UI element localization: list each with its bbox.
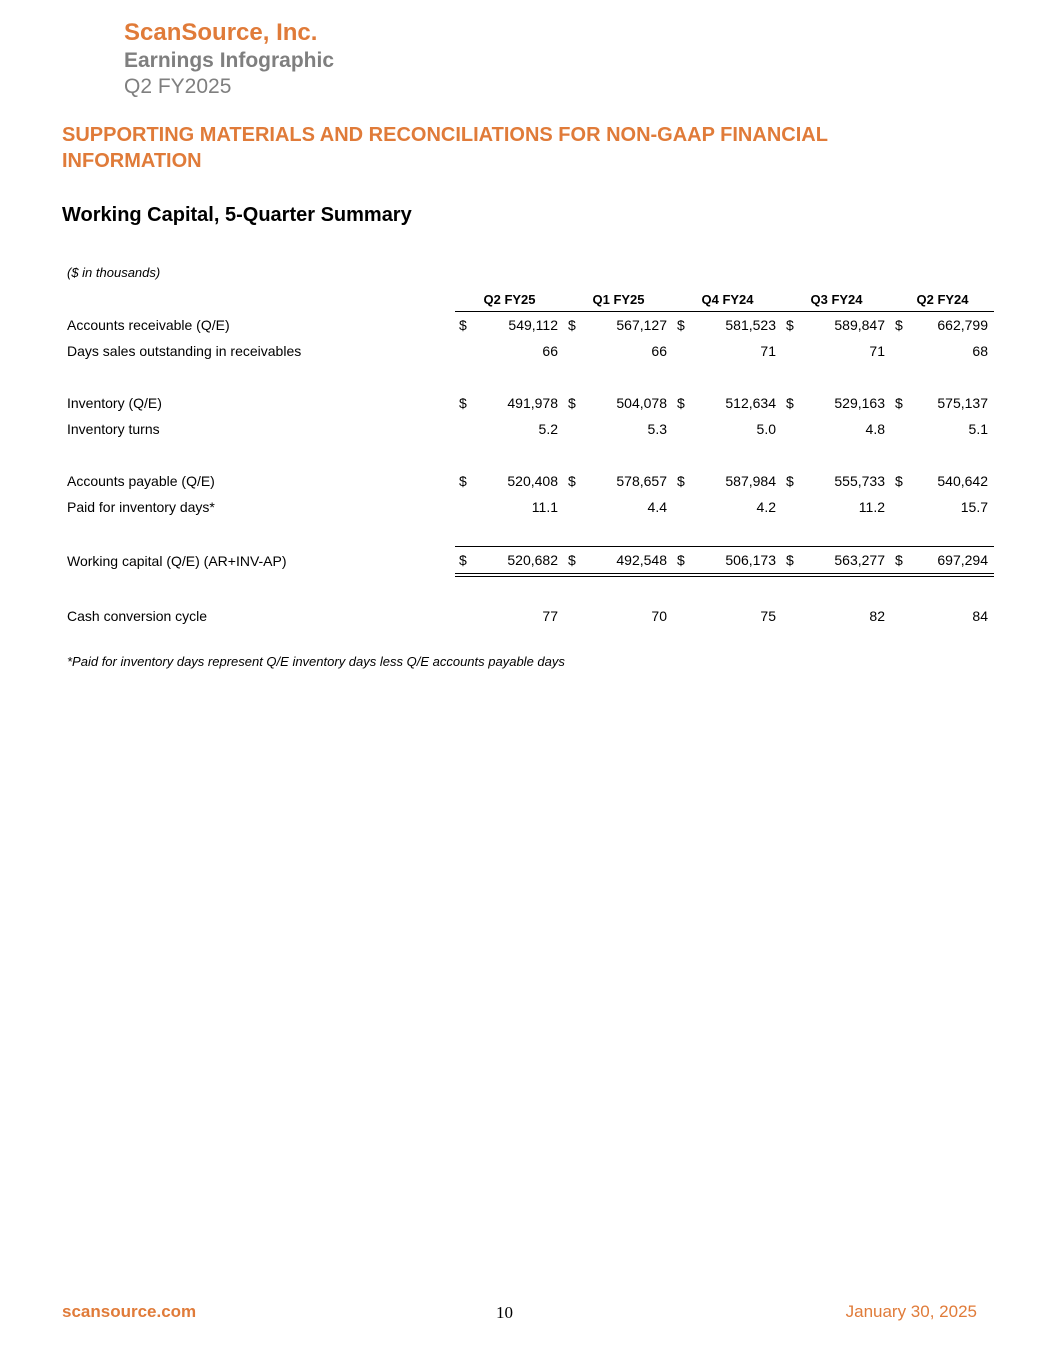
row-label: Inventory turns — [67, 421, 160, 437]
table-title: Working Capital, 5-Quarter Summary — [62, 204, 412, 226]
footnote: *Paid for inventory days represent Q/E inventory days less Q/E accounts payable days — [67, 654, 565, 669]
currency-symbol: $ — [455, 547, 471, 576]
table-cell: 520,682 — [471, 547, 564, 576]
table-cell: 520,408 — [507, 473, 558, 489]
spacer-row — [62, 442, 994, 468]
table-cell: 5.0 — [756, 421, 776, 437]
currency-symbol: $ — [568, 317, 576, 333]
currency-symbol: $ — [673, 547, 689, 576]
total-row — [62, 547, 994, 576]
currency-symbol: $ — [786, 395, 794, 411]
units-note: ($ in thousands) — [67, 265, 161, 280]
column-header: Q1 FY25 — [564, 287, 673, 312]
document-subtitle: Earnings Infographic — [124, 49, 335, 72]
row-label: Accounts receivable (Q/E) — [67, 316, 230, 333]
row-label: Accounts payable (Q/E) — [67, 473, 215, 489]
table-cell: 491,978 — [507, 395, 558, 411]
table-cell: 68 — [972, 343, 988, 359]
table-cell: 575,137 — [937, 395, 988, 411]
section-title: SUPPORTING MATERIALS AND RECONCILIATIONS FOR NON-GAAP FINANCIAL INFORMATION — [62, 124, 828, 172]
table-cell: 11.2 — [858, 499, 885, 515]
table-cell: 77 — [542, 608, 558, 624]
table-cell: 4.4 — [647, 499, 667, 515]
table-row — [62, 312, 994, 339]
table-cell: 567,127 — [616, 317, 667, 333]
table-header-row — [62, 287, 994, 312]
footer-website-link[interactable]: scansource.com — [62, 1302, 197, 1321]
table-cell: 70 — [651, 608, 667, 624]
table-cell: 589,847 — [834, 317, 885, 333]
spacer-row — [62, 520, 994, 547]
spacer-row — [62, 364, 994, 390]
currency-symbol: $ — [782, 547, 798, 576]
table-cell: 5.3 — [647, 421, 667, 437]
table-cell: 555,733 — [834, 473, 885, 489]
page-number: 10 — [496, 1303, 513, 1322]
table-cell: 84 — [972, 608, 988, 624]
spacer-row — [62, 575, 994, 603]
column-header: Q2 FY24 — [891, 287, 994, 312]
footer-date: January 30, 2025 — [845, 1302, 977, 1321]
table-cell: 512,634 — [725, 395, 776, 411]
table-cell: 15.7 — [960, 499, 988, 515]
table-cell: 71 — [760, 343, 776, 359]
currency-symbol: $ — [677, 473, 685, 489]
row-label: Cash conversion cycle — [67, 608, 208, 624]
table-cell: 66 — [651, 343, 667, 359]
table-cell: 66 — [542, 343, 558, 359]
currency-symbol: $ — [786, 317, 794, 333]
document-period: Q2 FY2025 — [124, 75, 232, 98]
table-cell: 4.2 — [756, 499, 776, 515]
currency-symbol: $ — [459, 317, 467, 333]
table-cell: 578,657 — [616, 473, 667, 489]
row-label: Inventory (Q/E) — [67, 395, 162, 411]
row-label: Paid for inventory days* — [67, 499, 215, 515]
table-cell: 5.1 — [968, 421, 988, 437]
table-cell: 82 — [869, 608, 885, 624]
currency-symbol: $ — [568, 395, 576, 411]
currency-symbol: $ — [895, 317, 903, 333]
table-cell: 549,112 — [508, 317, 558, 333]
table-cell: 697,294 — [907, 547, 994, 576]
currency-symbol: $ — [786, 473, 794, 489]
table-cell: 587,984 — [725, 473, 776, 489]
table-row — [62, 390, 994, 416]
table-cell: 4.8 — [865, 421, 885, 437]
currency-symbol: $ — [568, 473, 576, 489]
brand-header — [124, 18, 334, 100]
table-cell: 75 — [760, 608, 776, 624]
column-header: Q2 FY25 — [455, 287, 564, 312]
table-row — [62, 494, 994, 520]
currency-symbol: $ — [895, 395, 903, 411]
table-row — [62, 416, 994, 442]
column-header: Q4 FY24 — [673, 287, 782, 312]
company-name: ScanSource, Inc. — [124, 19, 318, 46]
table-row — [62, 603, 994, 629]
table-cell: 563,277 — [798, 547, 891, 576]
column-header: Q3 FY24 — [782, 287, 891, 312]
working-capital-table — [62, 287, 994, 629]
table-cell: 506,173 — [689, 547, 782, 576]
table-cell: 11.1 — [531, 499, 558, 515]
table-cell: 581,523 — [725, 317, 776, 333]
table-cell: 504,078 — [616, 395, 667, 411]
currency-symbol: $ — [677, 317, 685, 333]
table-cell: 662,799 — [937, 317, 988, 333]
row-label: Working capital (Q/E) (AR+INV-AP) — [67, 552, 287, 569]
currency-symbol: $ — [895, 473, 903, 489]
currency-symbol: $ — [677, 395, 685, 411]
currency-symbol: $ — [891, 547, 907, 576]
row-label: Days sales outstanding in receivables — [67, 343, 302, 359]
table-row — [62, 468, 994, 494]
table-cell: 71 — [869, 343, 885, 359]
table-cell: 540,642 — [937, 473, 988, 489]
currency-symbol: $ — [459, 473, 467, 489]
currency-symbol: $ — [564, 547, 580, 576]
table-cell: 529,163 — [834, 395, 885, 411]
table-cell: 5.2 — [538, 421, 558, 437]
table-row — [62, 338, 994, 364]
table-cell: 492,548 — [580, 547, 673, 576]
currency-symbol: $ — [459, 395, 467, 411]
